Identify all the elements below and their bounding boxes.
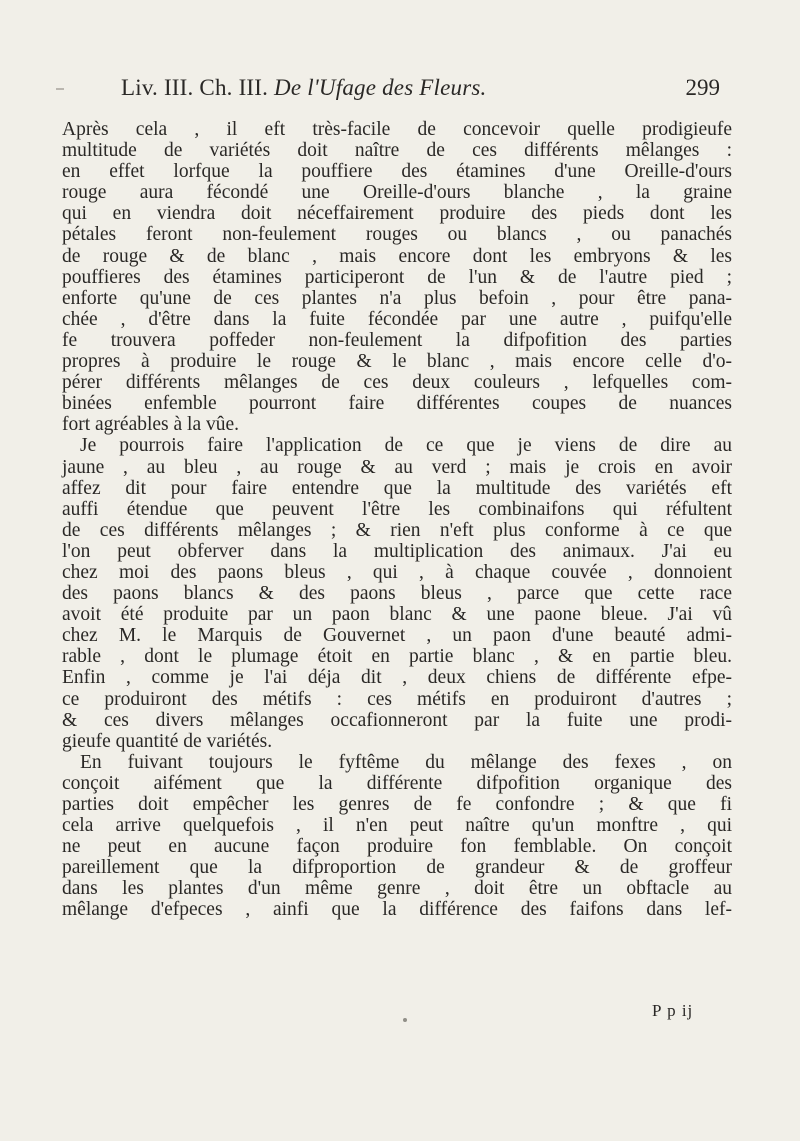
text-line: fe trouvera poffeder non-feulement la difpofition des parties	[62, 329, 732, 351]
running-head	[121, 75, 487, 101]
text-line: des paons blancs & des paons bleus , parce que cette race	[62, 583, 732, 605]
text-line: chée , d'être dans la fuite fécondée par une autre , puifqu'elle	[62, 308, 732, 330]
text-line: ce produiront des métifs : ces métifs en produiront d'autres ;	[62, 688, 732, 710]
text-line: conçoit aifément que la différente difpofition organique des	[62, 772, 732, 794]
page-header	[108, 75, 720, 109]
text-line: propres à produire le rouge & le blanc , mais encore celle d'o-	[62, 351, 732, 373]
text-line: de rouge & de blanc , mais encore dont les embryons & les	[62, 245, 732, 267]
text-line: mêlange d'efpeces , ainfi que la différence des faifons dans lef-	[62, 899, 732, 921]
text-line: dans les plantes d'un même genre , doit être un obftacle au	[62, 878, 732, 900]
page-number: 299	[685, 75, 720, 100]
margin-mark	[56, 88, 64, 90]
text-line: auffi étendue que peuvent l'être les combinaifons qui réfultent	[62, 498, 732, 520]
text-line: fort agréables à la vûe.	[62, 414, 240, 436]
text-line: en effet lorfque la pouffiere des étamines d'une Oreille-d'ours	[62, 161, 732, 183]
text-line: multitude de variétés doit naître de ces différents mêlanges :	[62, 140, 732, 162]
text-line: pérer différents mêlanges de ces deux couleurs , lefquelles com-	[62, 372, 732, 394]
running-head-book-chapter: Liv. III. Ch. III.	[121, 75, 269, 100]
text-line: qui en viendra doit néceffairement produire des pieds dont les	[62, 203, 732, 225]
text-line: pareillement que la difproportion de grandeur & de groffeur	[62, 857, 732, 879]
text-line: rouge aura fécondé une Oreille-d'ours blanche , la graine	[62, 182, 732, 204]
text-line: gieufe quantité de variétés.	[62, 730, 273, 752]
text-line: parties doit empêcher les genres de fe confondre ; & que fi	[62, 794, 732, 815]
text-line: pétales feront non-feulement rouges ou blancs , ou panachés	[62, 224, 732, 246]
text-line: avoit été produite par un paon blanc & une paone bleue. J'ai vû	[62, 604, 732, 626]
text-line: chez moi des paons bleus , qui , à chaque couvée , donnoient	[62, 561, 732, 583]
text-line: binées enfemble pourront faire différentes coupes de nuances	[62, 393, 732, 415]
text-line: cela arrive quelquefois , il n'en peut naître qu'un monftre , qui	[62, 815, 732, 837]
text-line: ne peut en aucune façon produire fon femblable. On conçoit	[62, 836, 732, 858]
text-line: pouffieres des étamines participeront de l'un & de l'autre pied ;	[62, 266, 732, 288]
running-head-title: De l'Ufage des Fleurs.	[274, 75, 487, 100]
text-line: jaune , au bleu , au rouge & au verd ; mais je crois en avoir	[62, 456, 732, 478]
text-line: de ces différents mêlanges ; & rien n'eft plus conforme à ce que	[62, 519, 732, 541]
text-line: affez dit pour faire entendre que la multitude des variétés eft	[62, 477, 732, 499]
signature-mark: P p ij	[652, 1001, 694, 1020]
text-line: Enfin , comme je l'ai déja dit , deux chiens de différente efpe-	[62, 667, 732, 689]
text-line: chez M. le Marquis de Gouvernet , un paon d'une beauté admi-	[62, 625, 732, 647]
ink-dot	[403, 1018, 407, 1022]
text-line: & ces divers mêlanges occafionneront par la fuite une prodi-	[62, 709, 732, 731]
text-line: En fuivant toujours le fyftême du mêlange des fexes , on	[80, 751, 732, 773]
main-text	[62, 119, 732, 921]
text-line: Après cela , il eft très-facile de concevoir quelle prodigieufe	[62, 119, 732, 140]
text-line: Je pourrois faire l'application de ce que je viens de dire au	[80, 435, 732, 457]
text-line: rable , dont le plumage étoit en partie blanc , & en partie bleu.	[62, 646, 732, 668]
text-line: l'on peut obferver dans la multiplication des animaux. J'ai eu	[62, 540, 732, 562]
text-line: enforte qu'une de ces plantes n'a plus befoin , pour être pana-	[62, 287, 732, 309]
